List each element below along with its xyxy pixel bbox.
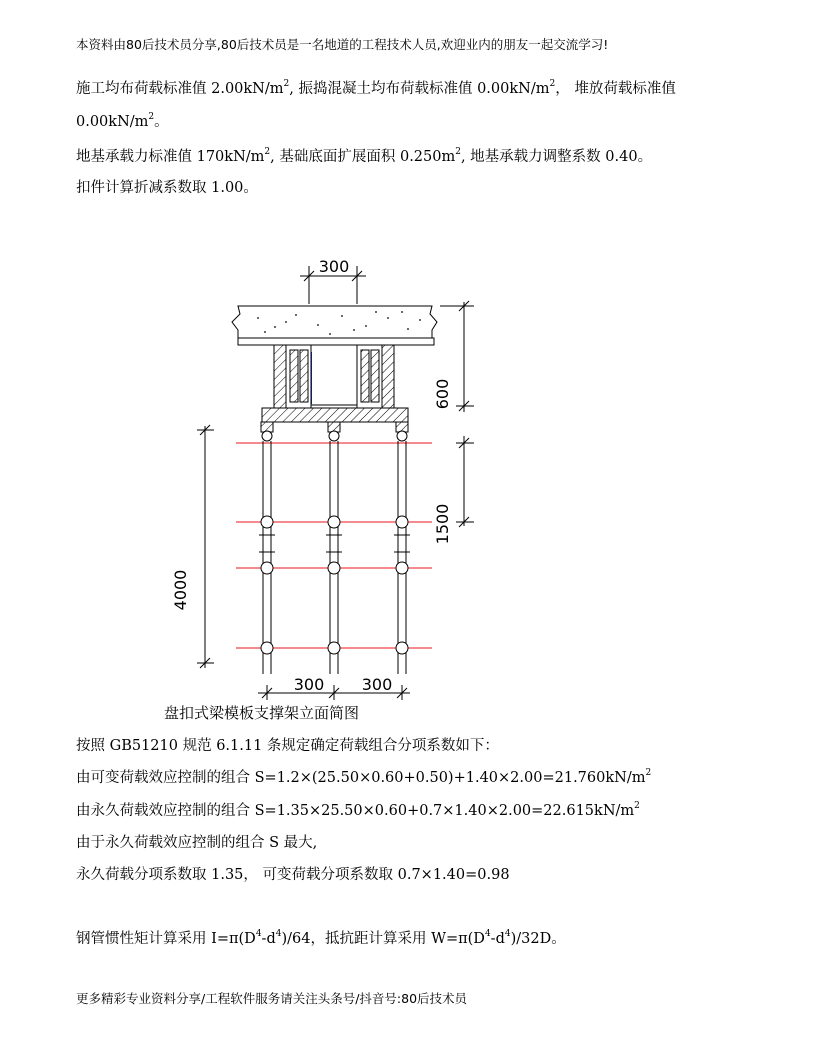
dim-right-lower-label: 1500	[433, 503, 452, 545]
superscript: 2	[455, 147, 461, 157]
horizontal-ledgers	[236, 443, 432, 648]
node-rosettes	[261, 516, 408, 654]
bottom-main-beam	[262, 408, 408, 422]
bearing-capacity-text: 地基承载力标准值 170kN/m	[76, 149, 265, 165]
left-side-form	[274, 345, 311, 408]
superscript: 2	[283, 79, 290, 89]
dim-left	[197, 425, 214, 668]
right-side-form	[357, 345, 394, 408]
superscript: 4	[275, 929, 282, 939]
superscript: 2	[264, 147, 271, 157]
fastener-line: 扣件计算折减系数取 1.00。	[76, 180, 258, 196]
page-header: 本资料由80后技术员分享,80后技术员是一名地道的工程技术人员,欢迎业内的朋友一起交流学习!	[76, 37, 609, 52]
superscript: 4	[504, 929, 511, 939]
standard-right	[394, 422, 410, 674]
beam-section	[311, 345, 357, 405]
superscript: 2	[645, 768, 652, 778]
inertia-text-a: 钢管惯性矩计算采用 I=π(D	[76, 931, 256, 947]
inertia-text-b: -d	[261, 931, 276, 947]
standard-middle	[326, 422, 342, 674]
vertical-standards	[259, 422, 410, 674]
construction-load-text: 施工均布荷载标准值 2.00kN/m	[76, 81, 284, 97]
stack-load-text: ， 堆放荷载标准值	[555, 81, 676, 97]
dim-bottom-label-2: 300	[361, 675, 393, 694]
dim-bottom-label-1: 300	[293, 675, 325, 694]
superscript: 2	[148, 112, 155, 122]
base-area-text: , 基础底面扩展面积 0.250m	[270, 149, 456, 165]
max-note: 由于永久荷载效应控制的组合 S 最大,	[76, 835, 318, 851]
vibration-load-text: , 振捣混凝土均布荷载标准值 0.00kN/m	[289, 81, 550, 97]
inertia-line	[76, 929, 566, 949]
superscript: 2	[634, 801, 640, 811]
inertia-text-c: )/64，抵抗距计算采用 W=π(D	[281, 931, 485, 947]
inertia-text-e: )/32D。	[510, 931, 566, 947]
variable-combo-text: 由可变荷载效应控制的组合 S=1.2×(25.50×0.60+0.50)+1.40×2.00=21.760kN/m	[76, 770, 646, 786]
factor-line: 永久荷载分项系数取 1.35， 可变荷载分项系数取 0.7×1.40=0.98	[76, 867, 510, 883]
permanent-combo-text: 由永久荷载效应控制的组合 S=1.35×25.50×0.60+0.7×1.40×2.00=22.615kN/m	[76, 803, 635, 819]
adjust-factor-text: , 地基承载力调整系数 0.40。	[460, 149, 653, 165]
stack-load-value: 0.00kN/m	[76, 114, 149, 130]
permanent-combo-line	[76, 801, 640, 821]
superscript: 4	[484, 929, 491, 939]
calc-intro: 按照 GB51210 规范 6.1.11 条规定确定荷载组合分项系数如下：	[76, 738, 499, 754]
dim-top-label: 300	[318, 257, 350, 276]
page-footer: 更多精彩专业资料分享/工程软件服务请关注头条号/抖音号:80后技术员	[76, 991, 468, 1006]
standard-left	[259, 422, 275, 674]
superscript: 2	[549, 79, 556, 89]
figure-caption: 盘扣式梁模板支撑架立面简图	[164, 704, 360, 722]
period: 。	[154, 114, 169, 130]
variable-combo-line	[76, 768, 651, 788]
dim-right-lower	[456, 436, 474, 527]
dim-left-label: 4000	[171, 569, 190, 611]
dim-right-upper-label: 600	[433, 378, 452, 410]
inertia-text-d: -d	[490, 931, 505, 947]
superscript: 4	[255, 929, 262, 939]
